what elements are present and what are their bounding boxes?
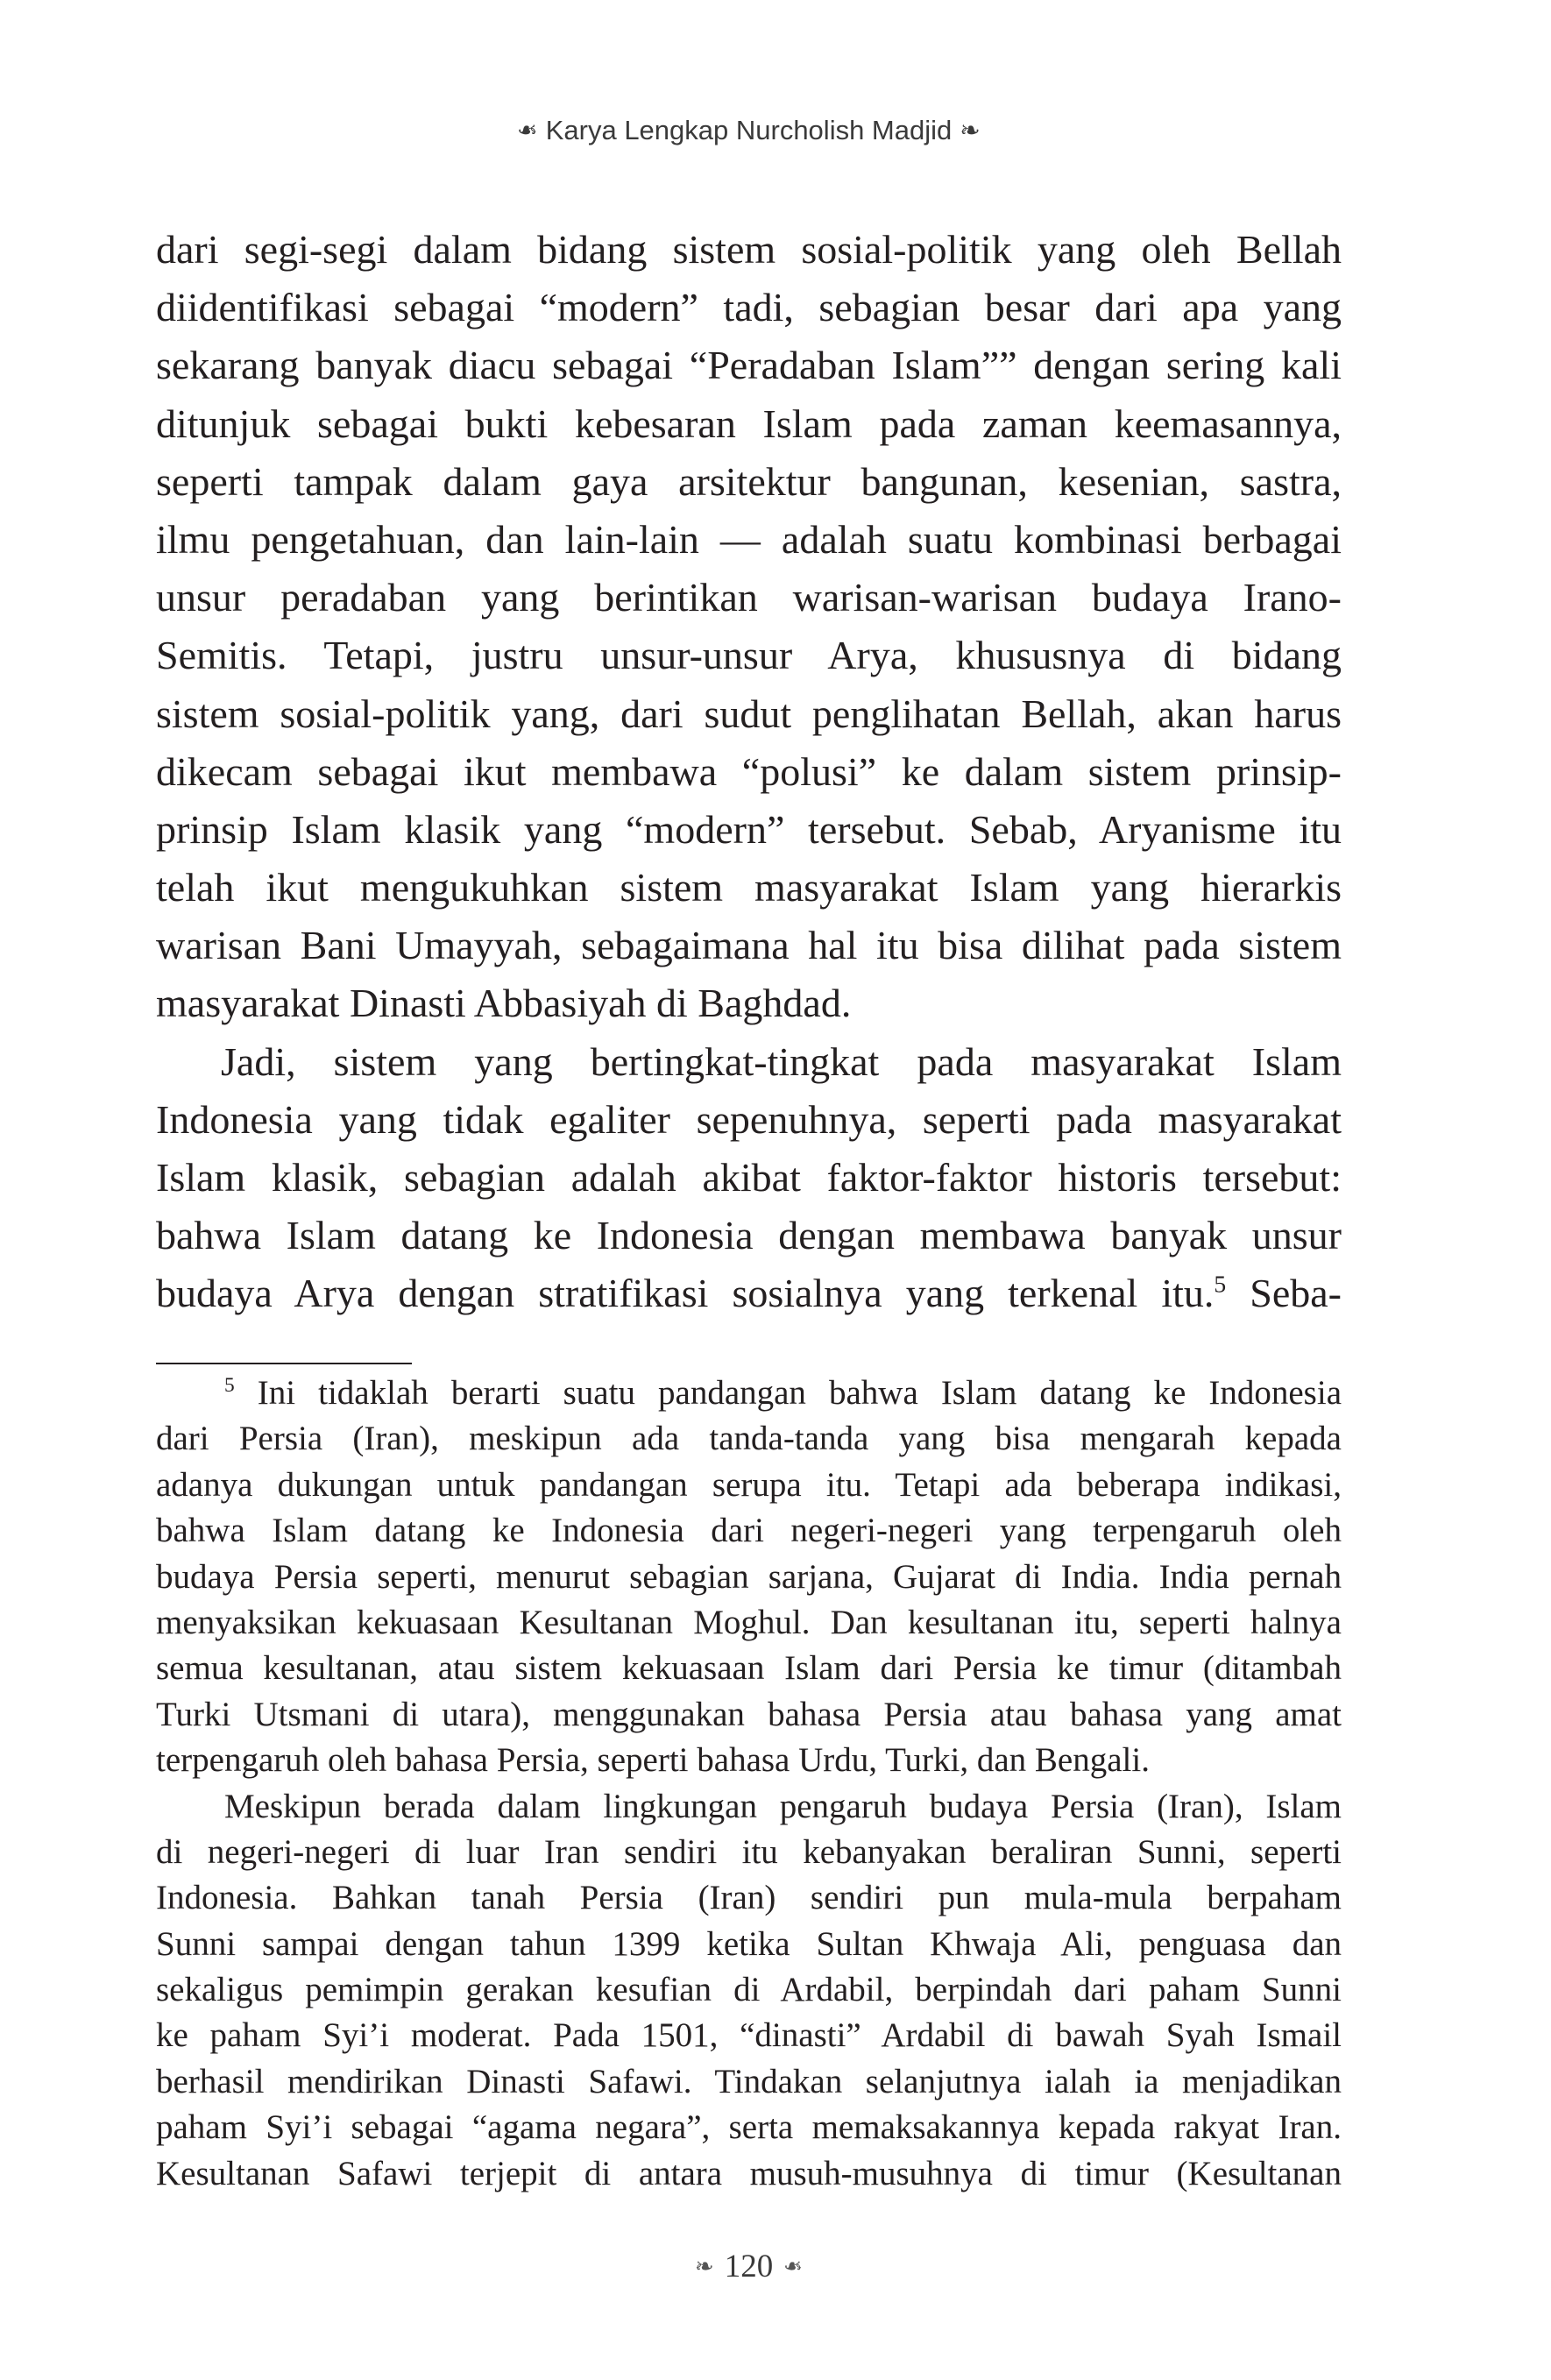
- ornament-right-icon: [783, 2245, 803, 2289]
- footnote-line: Sunni sampai dengan tahun 1399 ketika Sultan Khwaja Ali, penguasa dan: [156, 1924, 1342, 1963]
- footnote-line: semua kesultanan, atau sistem kekuasaan Islam dari Persia ke timur (ditambah: [156, 1649, 1342, 1688]
- text-line: sistem sosial-politik yang, dari sudut penglihatan Bellah, akan harus: [156, 691, 1342, 736]
- page-footer: [156, 2245, 1342, 2289]
- ornament-left-icon: [695, 2245, 714, 2289]
- text-line: sekarang banyak diacu sebagai “Peradaban Islam”” dengan sering kali: [156, 343, 1342, 388]
- footnote-paragraph: [156, 1371, 1342, 1784]
- text-line: masyarakat Dinasti Abbasiyah di Baghdad.: [156, 981, 852, 1026]
- footnote-paragraph: [156, 1784, 1342, 2198]
- text-line: ilmu pengetahuan, dan lain-lain — adalah suatu kombinasi berbagai: [156, 516, 1342, 562]
- ornament-right-icon: [960, 110, 980, 152]
- footnote-line: berhasil mendirikan Dinasti Safawi. Tindakan selanjutnya ialah ia menjadikan: [156, 2062, 1342, 2100]
- footnote-line: Kesultanan Safawi terjepit di antara musuh-musuhnya di timur (Kesultanan: [156, 2154, 1342, 2192]
- text-line: warisan Bani Umayyah, sebagaimana hal itu bisa dilihat pada sistem: [156, 923, 1342, 968]
- ornament-left-icon: [517, 110, 537, 152]
- text-line: [156, 1264, 1342, 1322]
- footnote-line: budaya Persia seperti, menurut sebagian sarjana, Gujarat di India. India pernah: [156, 1557, 1342, 1596]
- footnote-line: paham Syi’i sebagai “agama negara”, serta memaksakannya kepada rakyat Iran.: [156, 2108, 1342, 2147]
- text-line: diidentifikasi sebagai “modern” tadi, sebagian besar dari apa yang: [156, 285, 1342, 330]
- footnote-line-text: Ini tidaklah berarti suatu pandangan bahwa Islam datang ke Indonesia: [257, 1374, 1342, 1412]
- text-line: telah ikut mengukuhkan sistem masyarakat Islam yang hierarkis: [156, 865, 1342, 910]
- footnote-line: di negeri-negeri di luar Iran sendiri itu kebanyakan beraliran Sunni, seperti: [156, 1832, 1342, 1871]
- text-line: Islam klasik, sebagian adalah akibat faktor-faktor historis tersebut:: [156, 1155, 1342, 1200]
- footnote-line: bahwa Islam datang ke Indonesia dari negeri-negeri yang terpengaruh oleh: [156, 1512, 1342, 1550]
- text-line: Indonesia yang tidak egaliter sepenuhnya, seperti pada masyarakat: [156, 1096, 1342, 1142]
- body-paragraph: [156, 1033, 1342, 1323]
- text-line-segment: budaya Arya dengan stratifikasi sosialnya yang terkenal itu.: [156, 1271, 1215, 1316]
- footnote-line: adanya dukungan untuk pandangan serupa itu. Tetapi ada beberapa indikasi,: [156, 1465, 1342, 1504]
- text-line: unsur peradaban yang berintikan warisan-warisan budaya Irano-: [156, 575, 1342, 620]
- text-line: bahwa Islam datang ke Indonesia dengan membawa banyak unsur: [156, 1213, 1342, 1258]
- footnote-line: [156, 1371, 1342, 1416]
- footnote-reference: 5: [1214, 1271, 1227, 1299]
- footnote-line: Turki Utsmani di utara), menggunakan bahasa Persia atau bahasa yang amat: [156, 1695, 1342, 1733]
- running-header: [156, 110, 1342, 152]
- footnote-line: menyaksikan kekuasaan Kesultanan Moghul. Dan kesultanan itu, seperti halnya: [156, 1603, 1342, 1641]
- page-number: 120: [724, 2249, 774, 2284]
- footnote-rule: [156, 1363, 412, 1364]
- footnote-line: Meskipun berada dalam lingkungan pengaruh budaya Persia (Iran), Islam: [224, 1787, 1342, 1825]
- footnote-line: sekaligus pemimpin gerakan kesufian di Ardabil, berpindah dari paham Sunni: [156, 1971, 1342, 2009]
- text-line: Semitis. Tetapi, justru unsur-unsur Arya, khususnya di bidang: [156, 633, 1342, 678]
- footnote-line: terpengaruh oleh bahasa Persia, seperti bahasa Urdu, Turki, dan Bengali.: [156, 1741, 1150, 1780]
- footnote-number: 5: [224, 1374, 235, 1397]
- text-line-continuation: Seba-: [1250, 1271, 1342, 1316]
- text-line: dari segi-segi dalam bidang sistem sosial-politik yang oleh Bellah: [156, 227, 1342, 272]
- running-header-title: Karya Lengkap Nurcholish Madjid: [545, 115, 953, 145]
- text-line: Jadi, sistem yang bertingkat-tingkat pada masyarakat Islam: [221, 1038, 1342, 1084]
- footnote: [156, 1371, 1342, 2197]
- body-text: [156, 221, 1342, 1323]
- text-line: dikecam sebagai ikut membawa “polusi” ke dalam sistem prinsip-: [156, 748, 1342, 794]
- footnote-line: ke paham Syi’i moderat. Pada 1501, “dinasti” Ardabil di bawah Syah Ismail: [156, 2016, 1342, 2055]
- text-line: prinsip Islam klasik yang “modern” tersebut. Sebab, Aryanisme itu: [156, 806, 1342, 852]
- text-line: ditunjuk sebagai bukti kebesaran Islam pada zaman keemasannya,: [156, 400, 1342, 446]
- body-paragraph: [156, 221, 1342, 1033]
- footnote-line: Indonesia. Bahkan tanah Persia (Iran) sendiri pun mula-mula berpaham: [156, 1879, 1342, 1917]
- text-line: seperti tampak dalam gaya arsitektur bangunan, kesenian, sastra,: [156, 458, 1342, 504]
- footnote-line: dari Persia (Iran), meskipun ada tanda-tanda yang bisa mengarah kepada: [156, 1420, 1342, 1458]
